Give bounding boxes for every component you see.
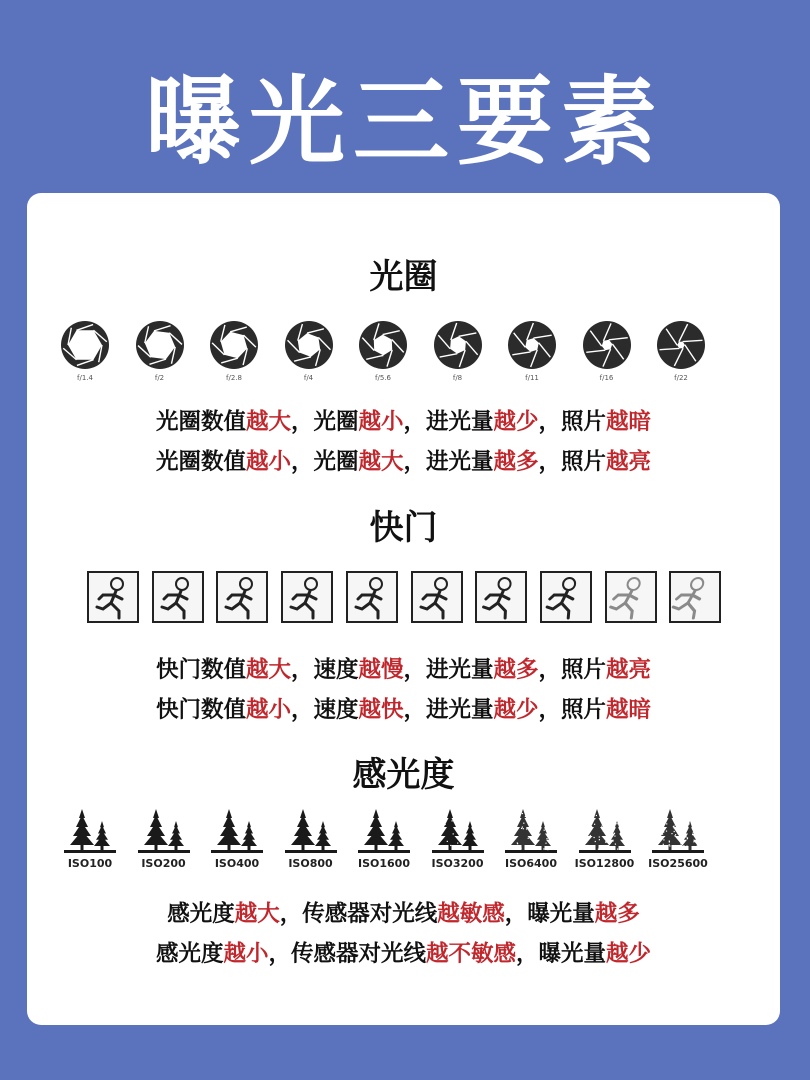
runner-frame-icon: [605, 571, 657, 623]
body-text: ，曝光量: [504, 901, 595, 927]
aperture-stop-label: f/4: [303, 374, 314, 382]
shutter-row: [87, 569, 727, 627]
aperture-icon: [432, 319, 484, 371]
aperture-line-2: [27, 447, 780, 477]
highlight-text: 越少: [493, 409, 539, 435]
iso-item: [496, 805, 566, 875]
body-text: ，进光量: [403, 449, 494, 475]
aperture-icon: [506, 319, 558, 371]
highlight-text: 越暗: [606, 697, 652, 723]
body-text: 光圈数值: [155, 449, 246, 475]
iso-label: ISO400: [214, 857, 260, 870]
highlight-text: 越小: [358, 409, 404, 435]
iso-item: [349, 805, 419, 875]
iso-title: 感光度: [352, 755, 455, 795]
shutter-title: 快门: [369, 508, 438, 548]
aperture-item: [130, 319, 190, 387]
aperture-item: [651, 319, 711, 387]
tree-icon: [60, 805, 120, 855]
highlight-text: 越亮: [606, 657, 652, 683]
aperture-row: [55, 319, 755, 389]
highlight-text: 越少: [493, 697, 539, 723]
highlight-text: 越不敏感: [426, 941, 517, 967]
highlight-text: 越大: [358, 449, 404, 475]
iso-item: [423, 805, 493, 875]
iso-item: [643, 805, 713, 875]
iso-row: [55, 805, 755, 881]
tree-icon: [354, 805, 414, 855]
highlight-text: 越多: [493, 449, 539, 475]
body-text: ，曝光量: [516, 941, 607, 967]
highlight-text: 越少: [606, 941, 652, 967]
iso-label: ISO200: [141, 857, 186, 870]
body-text: ，传感器对光线: [268, 941, 426, 967]
iso-label: ISO3200: [431, 857, 484, 870]
iso-line-2: [27, 939, 780, 969]
aperture-item: [55, 319, 115, 387]
aperture-item: [502, 319, 562, 387]
body-text: ，速度: [290, 657, 359, 683]
highlight-text: 越暗: [606, 409, 652, 435]
body-text: 感光度: [167, 901, 235, 927]
aperture-icon: [581, 319, 633, 371]
tree-icon: [428, 805, 488, 855]
aperture-icon: [59, 319, 111, 371]
highlight-text: 越快: [358, 697, 404, 723]
body-text: ，光圈: [290, 409, 359, 435]
body-text: 快门数值: [155, 697, 246, 723]
highlight-text: 越多: [594, 901, 640, 927]
iso-label: ISO12800: [574, 857, 635, 870]
body-text: 感光度: [155, 941, 224, 967]
aperture-icon: [134, 319, 186, 371]
shutter-line-2: [27, 695, 780, 725]
runner-frame-icon: [669, 571, 721, 623]
iso-item: [276, 805, 346, 875]
iso-line-1: [27, 899, 780, 929]
aperture-item: [279, 319, 339, 387]
body-text: ，速度: [290, 697, 359, 723]
body-text: ，照片: [538, 697, 607, 723]
aperture-item: [577, 319, 637, 387]
iso-label: ISO25600: [648, 857, 708, 870]
page-title: 曝光三要素: [145, 66, 665, 178]
aperture-icon: [283, 319, 335, 371]
body-text: ，进光量: [403, 409, 494, 435]
shutter-line-1: [27, 655, 780, 685]
tree-icon: [648, 805, 708, 855]
highlight-text: 越慢: [358, 657, 404, 683]
highlight-text: 越亮: [606, 449, 652, 475]
iso-item: [202, 805, 272, 875]
aperture-stop-label: f/16: [599, 374, 614, 382]
aperture-item: [353, 319, 413, 387]
aperture-stop-label: f/2.8: [226, 374, 242, 382]
highlight-text: 越多: [493, 657, 539, 683]
highlight-text: 越小: [245, 697, 291, 723]
body-text: ，照片: [538, 657, 607, 683]
body-text: 快门数值: [155, 657, 246, 683]
body-text: 光圈数值: [155, 409, 246, 435]
iso-item: [570, 805, 640, 875]
iso-label: ISO800: [288, 857, 333, 870]
iso-label: ISO100: [67, 857, 113, 870]
highlight-text: 越小: [223, 941, 269, 967]
runner-frame-icon: [475, 571, 527, 623]
aperture-stop-label: f/22: [674, 374, 688, 382]
runner-frame-icon: [216, 571, 268, 623]
runner-frame-icon: [152, 571, 204, 623]
aperture-line-1: [27, 407, 780, 437]
runner-frame-icon: [411, 571, 463, 623]
tree-icon: [281, 805, 341, 855]
body-text: ，光圈: [290, 449, 359, 475]
runner-frame-icon: [87, 571, 139, 623]
iso-label: ISO6400: [505, 857, 557, 870]
tree-icon: [134, 805, 194, 855]
aperture-item: [428, 319, 488, 387]
highlight-text: 越敏感: [437, 901, 505, 927]
body-text: ，传感器对光线: [279, 901, 438, 927]
highlight-text: 越大: [245, 657, 291, 683]
runner-frame-icon: [281, 571, 333, 623]
content-card: [27, 193, 780, 1025]
aperture-title: 光圈: [369, 257, 438, 297]
aperture-icon: [357, 319, 409, 371]
aperture-stop-label: f/1.4: [77, 374, 93, 382]
body-text: ，进光量: [403, 657, 494, 683]
iso-item: [129, 805, 199, 875]
aperture-icon: [208, 319, 260, 371]
aperture-item: [204, 319, 264, 387]
runner-frame-icon: [346, 571, 398, 623]
body-text: ，照片: [538, 449, 607, 475]
tree-icon: [575, 805, 635, 855]
aperture-stop-label: f/8: [452, 374, 463, 382]
body-text: ，照片: [538, 409, 607, 435]
iso-item: [55, 805, 125, 875]
runner-frame-icon: [540, 571, 592, 623]
iso-label: ISO1600: [358, 857, 410, 870]
highlight-text: 越大: [234, 901, 280, 927]
aperture-stop-label: f/11: [525, 374, 539, 382]
aperture-stop-label: f/5.6: [375, 374, 391, 382]
tree-icon: [207, 805, 267, 855]
body-text: ，进光量: [403, 697, 494, 723]
tree-icon: [501, 805, 561, 855]
highlight-text: 越大: [245, 409, 291, 435]
highlight-text: 越小: [245, 449, 291, 475]
aperture-stop-label: f/2: [154, 374, 165, 382]
aperture-icon: [655, 319, 707, 371]
